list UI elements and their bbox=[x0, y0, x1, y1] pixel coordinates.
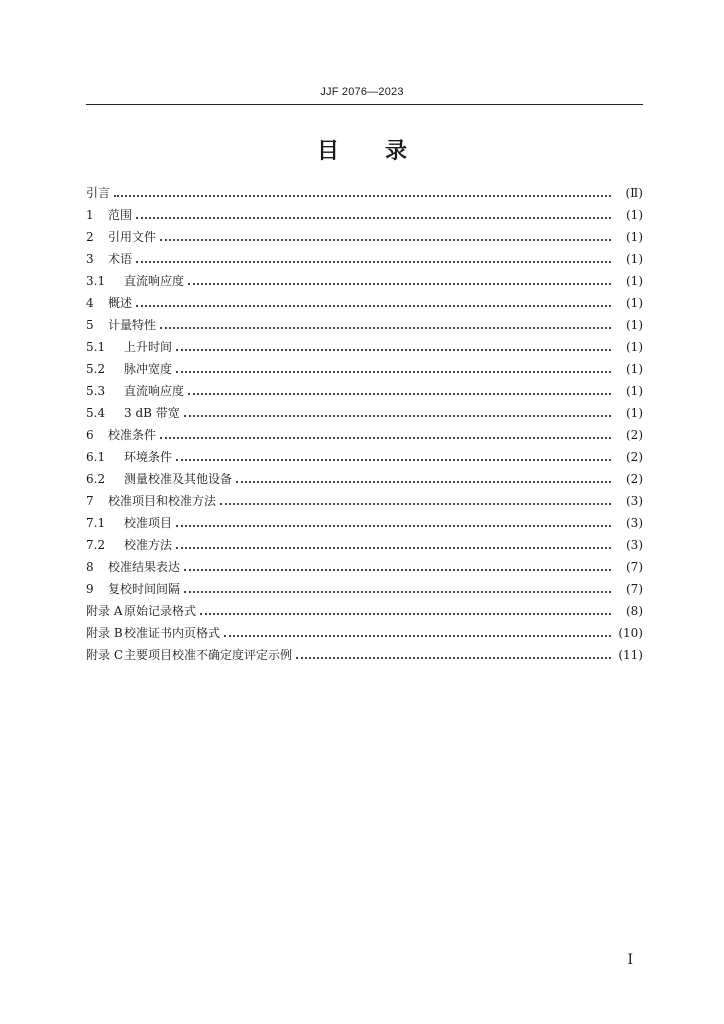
toc-leader bbox=[136, 217, 611, 219]
toc-entry-number: 5.4 bbox=[86, 406, 106, 420]
toc-entry-label: 术语 bbox=[108, 252, 133, 266]
toc-leader bbox=[176, 459, 611, 461]
toc-entry-number: 附录 B bbox=[86, 626, 123, 640]
toc-entry-number: 9 bbox=[86, 582, 94, 596]
toc-entry-page: (1) bbox=[626, 274, 643, 288]
toc-entry[interactable] bbox=[86, 490, 643, 512]
toc-entry-number: 7.1 bbox=[86, 516, 106, 530]
toc-entry[interactable] bbox=[86, 182, 643, 204]
toc-entry-label: 计量特性 bbox=[108, 318, 157, 332]
toc-title-char-2: 录 bbox=[385, 139, 408, 164]
toc-entry[interactable] bbox=[86, 248, 643, 270]
toc-leader bbox=[176, 371, 611, 373]
toc-entry-page: (7) bbox=[626, 582, 643, 596]
toc-leader bbox=[184, 415, 611, 417]
toc-entry[interactable] bbox=[86, 402, 643, 424]
toc-entry-number: 4 bbox=[86, 296, 94, 310]
toc-entry-label: 校准方法 bbox=[124, 538, 173, 552]
toc-entry-page: (2) bbox=[626, 450, 643, 464]
toc-leader bbox=[136, 305, 611, 307]
toc-entry[interactable] bbox=[86, 512, 643, 534]
toc-entry-label: 直流响应度 bbox=[124, 274, 185, 288]
toc-entry-page: (7) bbox=[626, 560, 643, 574]
toc-entry[interactable] bbox=[86, 600, 643, 622]
toc-leader bbox=[188, 283, 611, 285]
toc-entry-page: (10) bbox=[618, 626, 643, 640]
toc-entry[interactable] bbox=[86, 644, 643, 666]
toc-entry-label: 校准项目和校准方法 bbox=[108, 494, 217, 508]
toc-entry[interactable] bbox=[86, 468, 643, 490]
toc-leader bbox=[236, 481, 611, 483]
toc-entry-page: (8) bbox=[626, 604, 643, 618]
toc-leader bbox=[160, 437, 611, 439]
toc-entry[interactable] bbox=[86, 534, 643, 556]
header-divider bbox=[86, 104, 643, 105]
toc-entry-label: 校准项目 bbox=[124, 516, 173, 530]
toc-leader bbox=[160, 327, 611, 329]
toc-entry-number: 5.1 bbox=[86, 340, 106, 354]
toc-entry-page: (Ⅱ) bbox=[625, 186, 643, 200]
toc-entry-number: 7 bbox=[86, 494, 94, 508]
toc-leader bbox=[176, 525, 611, 527]
toc-entry-page: (2) bbox=[626, 428, 643, 442]
toc-entry-label: 主要项目校准不确定度评定示例 bbox=[124, 648, 293, 662]
toc-entry-label: 引用文件 bbox=[108, 230, 157, 244]
toc-leader bbox=[184, 591, 611, 593]
toc-entry-page: (1) bbox=[626, 406, 643, 420]
toc-leader bbox=[114, 195, 611, 197]
toc-entry-number: 3 bbox=[86, 252, 94, 266]
toc-entry[interactable] bbox=[86, 314, 643, 336]
toc-entry[interactable] bbox=[86, 556, 643, 578]
toc-entry-label: 引言 bbox=[86, 186, 111, 200]
toc-entry-label: 3 dB 带宽 bbox=[124, 406, 180, 420]
toc-entry-label: 范围 bbox=[108, 208, 133, 222]
toc-leader bbox=[184, 569, 611, 571]
toc-leader bbox=[220, 503, 611, 505]
toc-leader bbox=[296, 657, 611, 659]
toc-leader bbox=[176, 349, 611, 351]
toc-leader bbox=[160, 239, 611, 241]
toc-entry-page: (1) bbox=[626, 230, 643, 244]
toc-entry[interactable] bbox=[86, 446, 643, 468]
toc-entry-page: (11) bbox=[618, 648, 643, 662]
toc-entry-label: 校准证书内页格式 bbox=[124, 626, 221, 640]
toc-entry-label: 脉冲宽度 bbox=[124, 362, 173, 376]
toc-entry-page: (1) bbox=[626, 318, 643, 332]
toc-title bbox=[0, 134, 724, 165]
toc-leader bbox=[200, 613, 611, 615]
toc-entry-number: 8 bbox=[86, 560, 94, 574]
toc-entry-label: 复校时间间隔 bbox=[108, 582, 181, 596]
toc-entry-label: 直流响应度 bbox=[124, 384, 185, 398]
toc-entry-number: 5 bbox=[86, 318, 94, 332]
toc-entry-label: 测量校准及其他设备 bbox=[124, 472, 233, 486]
toc-entry-number: 2 bbox=[86, 230, 94, 244]
page-number: I bbox=[627, 952, 633, 968]
toc-entry[interactable] bbox=[86, 204, 643, 226]
toc-leader bbox=[176, 547, 611, 549]
toc-entry[interactable] bbox=[86, 358, 643, 380]
toc-entry-page: (1) bbox=[626, 208, 643, 222]
toc-leader bbox=[188, 393, 611, 395]
toc-entry-page: (1) bbox=[626, 296, 643, 310]
toc-entry-label: 上升时间 bbox=[124, 340, 173, 354]
toc-entry-page: (1) bbox=[626, 252, 643, 266]
toc-entry[interactable] bbox=[86, 578, 643, 600]
toc-entry-number: 6.2 bbox=[86, 472, 106, 486]
toc-entry[interactable] bbox=[86, 622, 643, 644]
toc-entry[interactable] bbox=[86, 226, 643, 248]
toc-entry-label: 校准结果表达 bbox=[108, 560, 181, 574]
toc-entry-page: (1) bbox=[626, 362, 643, 376]
toc-entry-label: 概述 bbox=[108, 296, 133, 310]
toc-entry-number: 7.2 bbox=[86, 538, 106, 552]
toc-entry-page: (1) bbox=[626, 384, 643, 398]
toc-entry-number: 5.2 bbox=[86, 362, 106, 376]
toc-entry-number: 5.3 bbox=[86, 384, 106, 398]
toc-entry[interactable] bbox=[86, 336, 643, 358]
toc-entry-page: (3) bbox=[626, 516, 643, 530]
toc-entry-page: (3) bbox=[626, 494, 643, 508]
toc-entry-number: 6 bbox=[86, 428, 94, 442]
toc-entry[interactable] bbox=[86, 270, 643, 292]
toc-title-char-1: 目 bbox=[316, 139, 339, 164]
toc-entry-number: 6.1 bbox=[86, 450, 106, 464]
toc-entry[interactable] bbox=[86, 424, 643, 446]
toc-list bbox=[86, 182, 643, 666]
toc-entry-number: 1 bbox=[86, 208, 94, 222]
toc-entry-label: 环境条件 bbox=[124, 450, 173, 464]
toc-entry-label: 校准条件 bbox=[108, 428, 157, 442]
toc-entry-number: 附录 A bbox=[86, 604, 123, 618]
document-code: JJF 2076—2023 bbox=[320, 86, 404, 98]
toc-leader bbox=[224, 635, 611, 637]
toc-entry[interactable] bbox=[86, 380, 643, 402]
toc-entry-number: 3.1 bbox=[86, 274, 106, 288]
toc-entry[interactable] bbox=[86, 292, 643, 314]
toc-entry-label: 原始记录格式 bbox=[124, 604, 197, 618]
toc-entry-page: (3) bbox=[626, 538, 643, 552]
toc-entry-page: (1) bbox=[626, 340, 643, 354]
toc-leader bbox=[136, 261, 611, 263]
toc-entry-number: 附录 C bbox=[86, 648, 123, 662]
toc-entry-page: (2) bbox=[626, 472, 643, 486]
